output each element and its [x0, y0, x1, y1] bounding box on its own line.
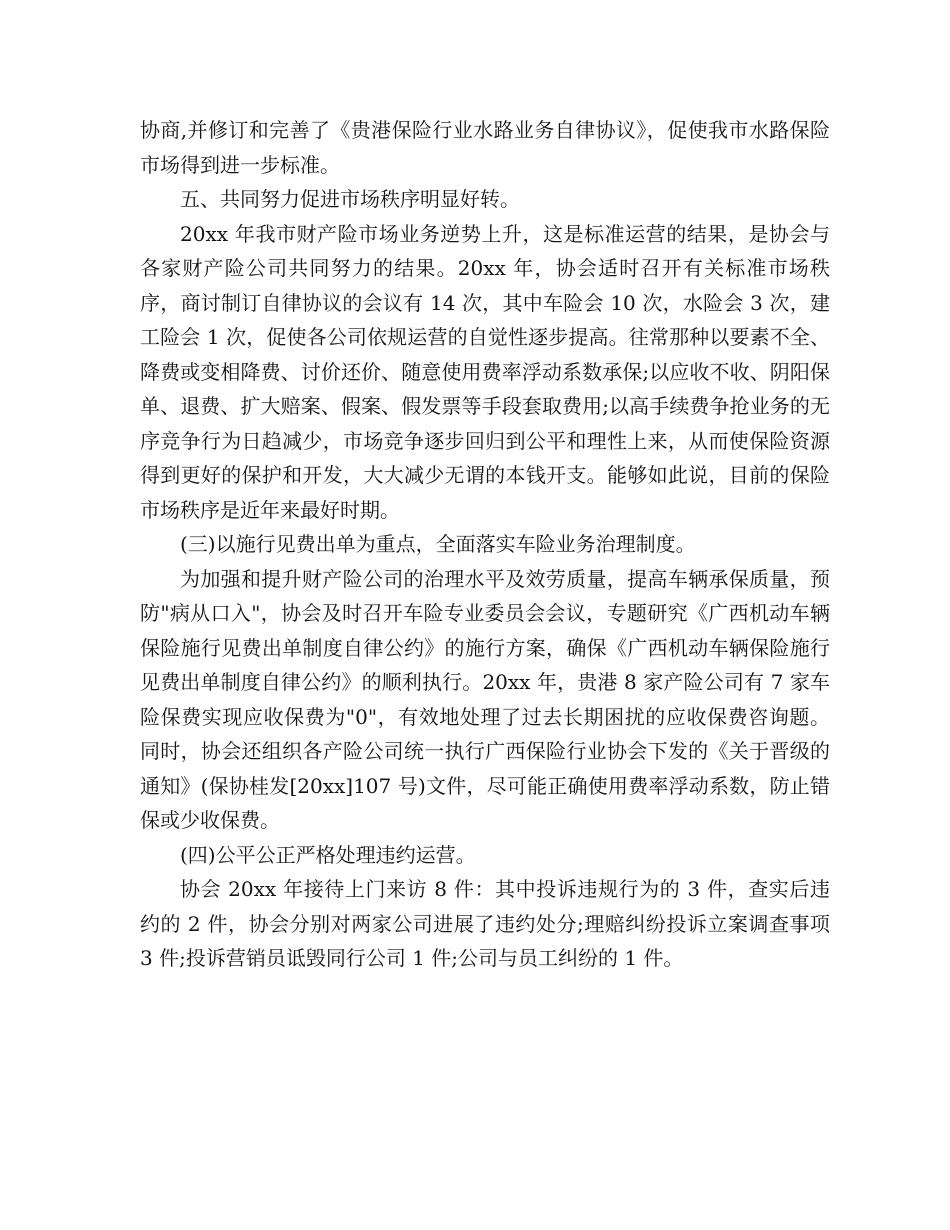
section-heading-3: (三)以施行见费出单为重点，全面落实车险业务治理制度。: [180, 532, 696, 556]
section-heading-4: (四)公平公正严格处理违约运营。: [180, 842, 476, 867]
paragraph-vehicle-insurance: 为加强和提升财产险公司的治理水平及效劳质量，提高车辆承保质量，预防"病从口入"，协会及时召开车险专业委员会会议，专题研究《广西机动车辆保险施行见费出单制度自律公约》的施行方案，确保《广西机动车辆保险施行见费出单制度自律公约》的顺利执行。20xx 年，贵港 8 家产险公司有 7 家车险保费实现应收保费为"0"，有效地处理了过去长期困扰的应收保费咨询题。同时，协会还组织各产险公司统一执行广西保险行业协会下发的《关于晋级的通知》(保协桂发[20xx]107 号)文件，尽可能正确使用费率浮动系数，防止错保或少收保费。: [140, 566, 830, 832]
paragraph-market-growth: 20xx 年我市财产险市场业务逆势上升，这是标准运营的结果，是协会与各家财产险公司共同努力的结果。20xx 年，协会适时召开有关标准市场秩序，商讨制订自律协议的会议有 14 次，其中车险会 10 次，水险会 3 次，建工险会 1 次，促使各公司依规运营的自觉性逐步提高。往常那种以要素不全、降费或变相降费、讨价还价、随意使用费率浮动系数承保;以应收不收、阴阳保单、退费、扩大赔案、假案、假发票等手段套取费用;以高手续费争抢业务的无序竞争行为日趋减少，市场竞争逐步回归到公平和理性上来，从而使保险资源得到更好的保护和开发，大大减少无谓的本钱开支。能够如此说，目前的保险市场秩序是近年来最好时期。: [140, 221, 830, 522]
paragraph-complaints: 协会 20xx 年接待上门来访 8 件：其中投诉违规行为的 3 件，查实后违约的 2 件，协会分别对两家公司进展了违约处分;理赔纠纷投诉立案调查事项 3 件;投诉营销员诋毁同行公司 1 件;公司与员工纠纷的 1 件。: [140, 877, 830, 970]
document-body: [140, 113, 830, 976]
paragraph-continuation: 协商,并修订和完善了《贵港保险行业水路业务自律协议》，促使我市水路保险市场得到进一步标准。: [140, 118, 830, 177]
section-heading-5: 五、共同努力促进市场秩序明显好转。: [180, 187, 520, 211]
